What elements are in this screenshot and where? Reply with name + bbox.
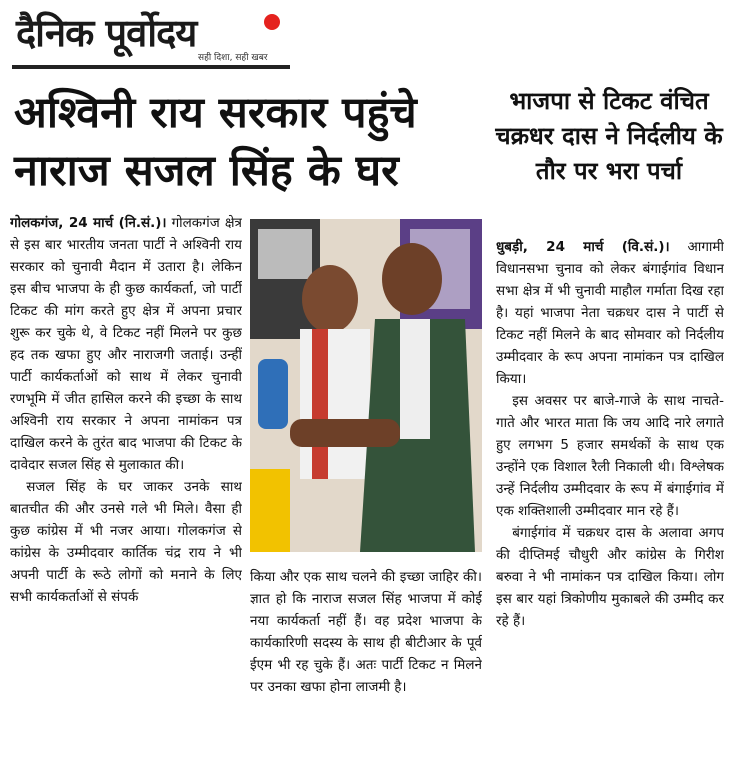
- photo-two-men-embracing-icon: [250, 219, 482, 552]
- story-1-headline: अश्विनी राय सरकार पहुंचे नाराज सजल सिंह के घर: [14, 88, 417, 196]
- story-2-body: [496, 236, 724, 390]
- story-2-paragraph-3: बंगाईगांव में चक्रधर दास के अलावा अगप की दीप्तिमई चौधुरी और कांग्रेस के गिरीश बरुवा ने भी नामांकन पत्र दाखिल किया। लोग इस बार यहां त्रिकोणीय मुकाबले की उम्मीद कर रहे हैं।: [496, 525, 724, 629]
- story-1-paragraph-3: किया और एक साथ चलने की इच्छा जाहिर की। ज्ञात हो कि नाराज सजल सिंह भाजपा में कोई नया कार्यकर्ता नहीं हैं। वह प्रदेश भाजपा के कार्यकारिणी सदस्य के साथ ही बीटीआर के पूर्व ईएम भी रह चुके हैं। अतः पार्टी टिकट न मिलने पर उनका खफा होना लाजमी है।: [250, 569, 482, 695]
- masthead-tagline: सही दिशा, सही खबर: [198, 53, 268, 63]
- story-2-paragraph-2: इस अवसर पर बाजे-गाजे के साथ नाचते-गाते और भारत माता कि जय आदि नारे लगाते हुए लगभग 5 हजार समर्थकों के साथ एक उन्होंने एक विशाल रैली निकाली थी। विश्लेषक उन्हें निर्दलीय उम्मीदवार के रूप में बंगाईगांव में एक शक्तिशाली उम्मीदवार मान रहे हैं।: [496, 393, 724, 519]
- story-1-paragraph-1: गोलकगंज क्षेत्र से इस बार भारतीय जनता पार्टी ने अश्विनी राय सरकार को चुनावी मैदान में उतारा है। लेकिन इस बीच भाजपा के ही कुछ कार्यकर्ता, जो पार्टी टिकट की मांग करते हुए क्षेत्र में अपना प्रचार शुरू कर चुके थे, वे टिकट नहीं मिलने पर कुछ हद तक खफा हुए और नाराजगी जताई। उन्हीं पार्टी कार्यकर्ताओं को साथ में लेकर चुनावी रणभूमि में जीत हासिल करने की इच्छा के साथ अश्विनी राय सरकार ने अपना नामांकन पत्र दाखिल करने के तुरंत बाद भाजपा की टिकट के दावेदार सजल सिंह से मुलाकात की।: [10, 215, 242, 473]
- masthead-title: दैनिक पूर्वोदय: [16, 11, 197, 55]
- masthead: [8, 4, 288, 70]
- story-1-column-2: [250, 566, 482, 750]
- masthead-rule: [12, 65, 290, 69]
- story-2-paragraph-1: आगामी विधानसभा चुनाव को लेकर बंगाईगांव विधान सभा क्षेत्र में भी चुनावी माहौल गर्माता दिख रहा है। यहां भाजपा नेता चक्रधर दास ने पार्टी से टिकट नहीं मिलने के बाद सोमवार को निर्दलीय उम्मीदवार के रूप अपना नामांकन पत्र दाखिल किया।: [496, 239, 724, 387]
- news-photo: [250, 219, 482, 552]
- story-2-dateline: धुबड़ी, 24 मार्च (वि.सं.)।: [496, 239, 670, 255]
- story-1-dateline: गोलकगंज, 24 मार्च (नि.सं.)।: [10, 215, 167, 231]
- story-1-paragraph-2: सजल सिंह के घर जाकर उनके साथ बातचीत की और उनसे गले भी मिले। वैसा ही कुछ कांग्रेस में भी नजर आया। गोलकगंज से कांग्रेस के उम्मीदवार कार्तिक चंद्र राय ने भी अपनी पार्टी के रूठे लोगों को मनाने के लिए सभी कार्यकर्ताओं से संपर्क: [10, 479, 242, 605]
- story-1-body: [10, 212, 242, 476]
- story-2-headline: भाजपा से टिकट वंचित चक्रधर दास ने निर्दलीय के तौर पर भरा पर्चा: [495, 87, 723, 185]
- story-2-column: [496, 236, 724, 752]
- story-1-column-1: [10, 212, 242, 752]
- masthead-logo-dot: [264, 14, 280, 30]
